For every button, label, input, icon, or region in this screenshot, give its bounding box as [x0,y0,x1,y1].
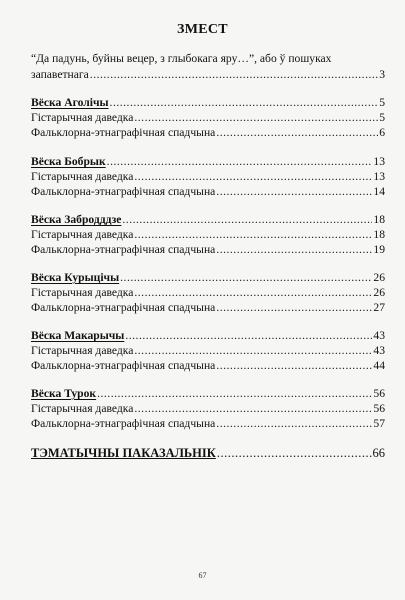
leader-dots [90,68,378,82]
leader-dots [216,243,372,257]
entry-label: Фальклорна-этнаграфічная спадчына [31,243,216,256]
leader-dots [217,446,372,460]
village-name: Вёска Бобрык [31,155,106,168]
leader-dots [216,185,372,199]
entry-page: 3 [379,68,385,81]
leader-dots [216,359,372,373]
toc-folklore-5 [31,359,385,373]
village-name: Вёска Курыцічы [31,271,120,284]
leader-dots [216,126,378,140]
leader-dots [122,213,372,227]
page-number: 67 [198,571,207,580]
entry-page: 57 [373,417,385,430]
entry-page: 19 [373,243,385,256]
entry-page: 18 [373,213,385,226]
entry-page: 27 [373,301,385,314]
leader-dots [110,96,379,110]
entry-label: Фальклорна-этнаграфічная спадчына [31,417,216,430]
toc-history-4 [31,286,385,300]
leader-dots [134,111,378,125]
leader-dots [216,301,372,315]
entry-label: Гістарычная даведка [31,344,134,357]
entry-page: 5 [379,111,385,124]
entry-page: 26 [373,271,385,284]
entry-page: 26 [373,286,385,299]
entry-label: Фальклорна-этнаграфічная спадчына [31,126,216,139]
toc-village-3 [31,213,385,227]
entry-page: 56 [373,402,385,415]
toc-history-2 [31,170,385,184]
toc-folklore-3 [31,243,385,257]
entry-label: Гістарычная даведка [31,228,134,241]
toc-entry-intro [31,68,385,82]
toc-title: ЗМЕСТ [177,22,228,37]
leader-dots [125,329,372,343]
entry-page: 66 [372,446,385,460]
entry-page: 13 [373,155,385,168]
entry-page: 43 [373,344,385,357]
entry-page: 13 [373,170,385,183]
toc-folklore-4 [31,301,385,315]
toc-history-5 [31,344,385,358]
entry-label: запаветнага [31,68,89,81]
toc-history-1 [31,111,385,125]
entry-label: Гістарычная даведка [31,170,134,183]
leader-dots [134,228,372,242]
entry-page: 44 [373,359,385,372]
toc-folklore-2 [31,185,385,199]
entry-label: Фальклорна-этнаграфічная спадчына [31,301,216,314]
toc-village-2 [31,155,385,169]
toc-folklore-6 [31,417,385,431]
toc-village-4 [31,271,385,285]
entry-label: Гістарычная даведка [31,402,134,415]
toc-village-6 [31,387,385,401]
toc-village-5 [31,329,385,343]
entry-label: Гістарычная даведка [31,286,134,299]
entry-label: Фальклорна-этнаграфічная спадчына [31,185,216,198]
leader-dots [134,402,372,416]
village-name: Вёска Турок [31,387,97,400]
entry-label: Фальклорна-этнаграфічная спадчына [31,359,216,372]
leader-dots [134,344,372,358]
entry-page: 6 [379,126,385,139]
index-label: ТЭМАТЫЧНЫ ПАКАЗАЛЬНІК [31,446,216,460]
village-name: Вёска Забродддзе [31,213,122,226]
toc-history-6 [31,402,385,416]
entry-page: 43 [373,329,385,342]
leader-dots [216,417,372,431]
leader-dots [107,155,373,169]
toc-history-3 [31,228,385,242]
toc-village-1 [31,96,385,110]
entry-page: 56 [373,387,385,400]
leader-dots [97,387,372,401]
village-name: Вёска Аголічы [31,96,109,109]
village-name: Вёска Макарычы [31,329,125,342]
leader-dots [134,170,372,184]
entry-page: 5 [379,96,385,109]
entry-label: Гістарычная даведка [31,111,134,124]
entry-page: 18 [373,228,385,241]
leader-dots [134,286,372,300]
entry-page: 14 [373,185,385,198]
toc-folklore-1 [31,126,385,140]
toc-index [31,446,385,460]
intro-line-1: “Да падунь, буйны вецер, з глыбокага яру…”, або ў пошуках [31,52,332,65]
leader-dots [120,271,372,285]
